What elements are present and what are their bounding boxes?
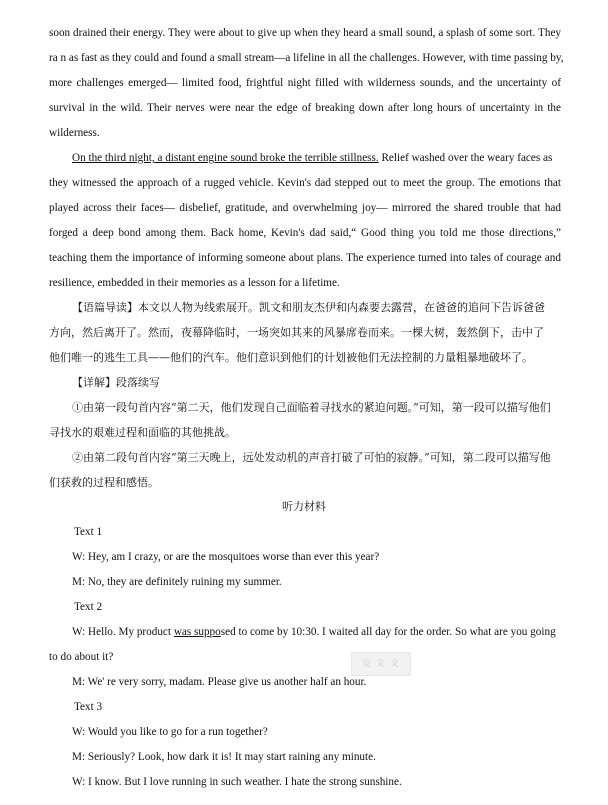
detail-2-line-2: 们获救的过程和感悟。: [49, 476, 159, 489]
story-para2-line-5: teaching them the importance of informing someone about plans. The experience turned into tales of courage and: [49, 252, 561, 264]
story-para2-line-4: forged a deep bond among them. Back home, Kevin's dad said,“ Good thing you told me those directions,”: [49, 227, 561, 239]
underlined-sentence: On the third night, a distant engine sound broke the terrible stillness.: [72, 152, 379, 164]
detail-title: 【详解】段落续写: [72, 376, 160, 389]
detail-1-line-2: 寻找水的艰难过程和面临的其他挑战。: [49, 426, 236, 439]
story-para2-line-6: resilience, embedded in their memories as a lesson for a lifetime.: [49, 277, 340, 289]
guide-line-1: 【语篇导读】本文以人物为线索展开。凯文和朋友杰伊和内森要去露营，在爸爸的追问下告诉爸爸: [72, 301, 545, 314]
story-para2-first-line: [72, 151, 561, 165]
text2-w-line: [72, 625, 561, 639]
text2-w-underlined: was suppo: [173, 626, 221, 638]
story-line-5: wilderness.: [49, 127, 100, 139]
text3-w: W: Would you like to go for a run together?: [72, 726, 268, 738]
guide-line-3: 他们唯一的逃生工具——他们的汽车。他们意识到他们的计划被他们无法控制的力量粗暴地破坏了。: [49, 351, 533, 364]
story-para2-line-3: played across their faces— disbelief, gratitude, and overwhelming joy— mirrored the shared trouble that had: [49, 202, 561, 214]
text2-label: Text 2: [74, 601, 103, 613]
para2-rest: Relief washed over the weary faces as: [378, 152, 553, 164]
detail-1-line-1: ①由第一段句首内容“第二天，他们发现自己面临着寻找水的紧迫问题。”可知，第一段可以描写他们: [72, 401, 551, 414]
watermark-stamp: 安 文 文: [351, 652, 411, 676]
text2-w-after: sed to come by 10:30. I waited all day for the order. So what are you going: [220, 626, 556, 638]
text2-w-cont: to do about it?: [49, 651, 114, 663]
text3-label: Text 3: [74, 701, 103, 713]
listening-heading: 听力材料: [282, 500, 326, 513]
story-line-3: more challenges emerged— limited food, frightful night filled with wilderness sounds, and the uncertainty of: [49, 77, 561, 89]
story-line-1: soon drained their energy. They were about to give up when they heard a small sound, a splash of some sort. They: [49, 27, 561, 39]
text3-w2: W: I know. But I love running in such weather. I hate the strong sunshine.: [72, 776, 402, 788]
story-line-2: ra n as fast as they could and found a small stream—a lifeline in all the challenges. However, with time passing by,: [49, 52, 564, 64]
guide-line-2: 方向，然后离开了。然而，夜幕降临时，一场突如其来的风暴席卷而来。一棵大树，轰然倒下，击中了: [49, 326, 544, 339]
story-line-4: survival in the wild. Their nerves were near the edge of breaking down after long hours of uncertainty in the: [49, 102, 561, 114]
story-para2-line-2: they witnessed the approach of a rugged vehicle. Kevin's dad stepped out to meet the group. The emotions that: [49, 177, 561, 189]
text1-m: M: No, they are definitely ruining my summer.: [72, 576, 282, 588]
text1-label: Text 1: [74, 526, 103, 538]
text2-m: M: We' re very sorry, madam. Please give us another half an hour.: [72, 676, 367, 688]
text2-w-before: W: Hello. My product: [72, 626, 174, 638]
text1-w: W: Hey, am I crazy, or are the mosquitoes worse than ever this year?: [72, 551, 380, 563]
detail-2-line-1: ②由第二段句首内容“第三天晚上，远处发动机的声音打破了可怕的寂静。”可知，第二段可以描写他: [72, 451, 551, 464]
text3-m: M: Seriously? Look, how dark it is! It may start raining any minute.: [72, 751, 376, 763]
